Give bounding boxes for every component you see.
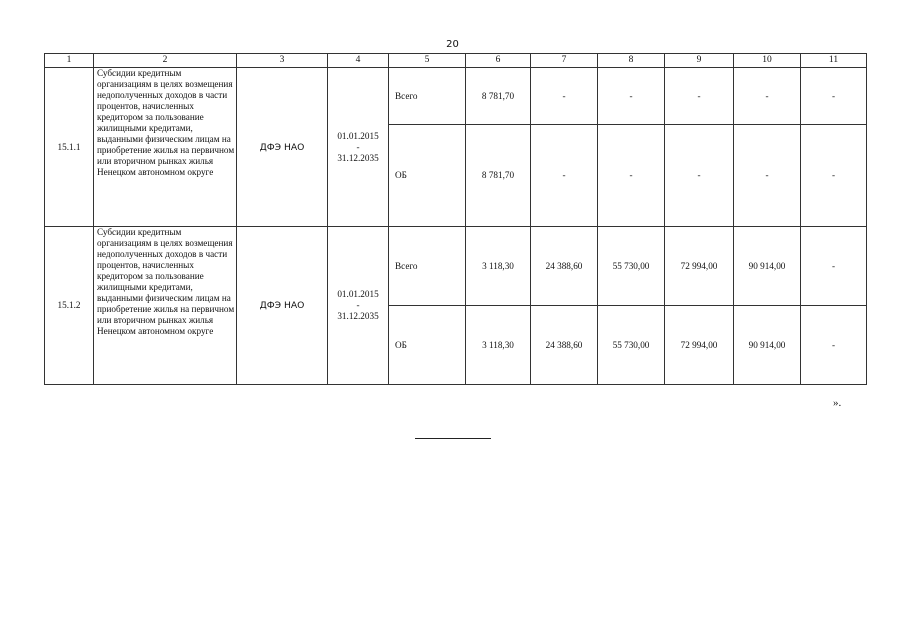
amount-cell: - [801,68,867,125]
amount-cell: 8 781,70 [466,125,531,227]
column-number: 6 [466,54,531,68]
amount-cell: 72 994,00 [665,227,734,306]
amount-cell: 3 118,30 [466,227,531,306]
funding-source: Всего [389,227,466,306]
table-row [45,227,867,306]
funding-source: ОБ [389,306,466,385]
column-number: 10 [734,54,801,68]
amount-cell: - [801,125,867,227]
amount-cell: 24 388,60 [531,306,598,385]
column-number: 2 [94,54,237,68]
item-executor: ДФЭ НАО [237,227,328,385]
funding-source: ОБ [389,125,466,227]
column-number: 11 [801,54,867,68]
amount-cell: 55 730,00 [598,306,665,385]
column-number: 8 [598,54,665,68]
item-description: Субсидии кредитным организациям в целях возмещения недополученных доходов в части процентов, начисленных кредитором за пользование жилищными кредитами, выданными физическим лицам на приобретение жилья на первичном или вторичном рынках жилья Ненецком автономном округе [94,68,237,227]
amount-cell: 72 994,00 [665,306,734,385]
item-executor: ДФЭ НАО [237,68,328,227]
column-number: 4 [328,54,389,68]
amount-cell: - [598,125,665,227]
item-code: 15.1.2 [45,227,94,385]
column-numbers-row [45,54,867,68]
amount-cell: 3 118,30 [466,306,531,385]
amount-cell: 90 914,00 [734,227,801,306]
item-description: Субсидии кредитным организациям в целях возмещения недополученных доходов в части процентов, начисленных кредитором за пользование жилищными кредитами, выданными физическим лицам на приобретение жилья на первичном или вторичном рынках жилья Ненецком автономном округе [94,227,237,385]
amount-cell: - [801,227,867,306]
column-number: 9 [665,54,734,68]
period-start: 01.01.2015 [337,130,379,141]
amount-cell: - [531,125,598,227]
amount-cell: 24 388,60 [531,227,598,306]
funding-source: Всего [389,68,466,125]
period-end: 31.12.2035 [337,152,379,163]
column-number: 1 [45,54,94,68]
period-end: 31.12.2035 [337,311,379,321]
column-number: 7 [531,54,598,68]
item-code: 15.1.1 [45,68,94,227]
item-period [328,227,389,385]
table-row [45,68,867,125]
amount-cell: - [598,68,665,125]
page-number: 20 [446,39,459,50]
item-period [328,68,389,227]
amount-cell: - [801,306,867,385]
amount-cell: - [531,68,598,125]
period-separator: - [356,141,360,152]
amount-cell: 8 781,70 [466,68,531,125]
program-table [44,53,867,385]
divider-line [415,438,491,439]
closing-quote: ». [833,397,842,409]
amount-cell: - [734,68,801,125]
period-start: 01.01.2015 [337,289,379,299]
amount-cell: - [665,68,734,125]
amount-cell: - [734,125,801,227]
column-number: 3 [237,54,328,68]
amount-cell: 90 914,00 [734,306,801,385]
amount-cell: - [665,125,734,227]
column-number: 5 [389,54,466,68]
period-separator: - [356,300,360,310]
amount-cell: 55 730,00 [598,227,665,306]
